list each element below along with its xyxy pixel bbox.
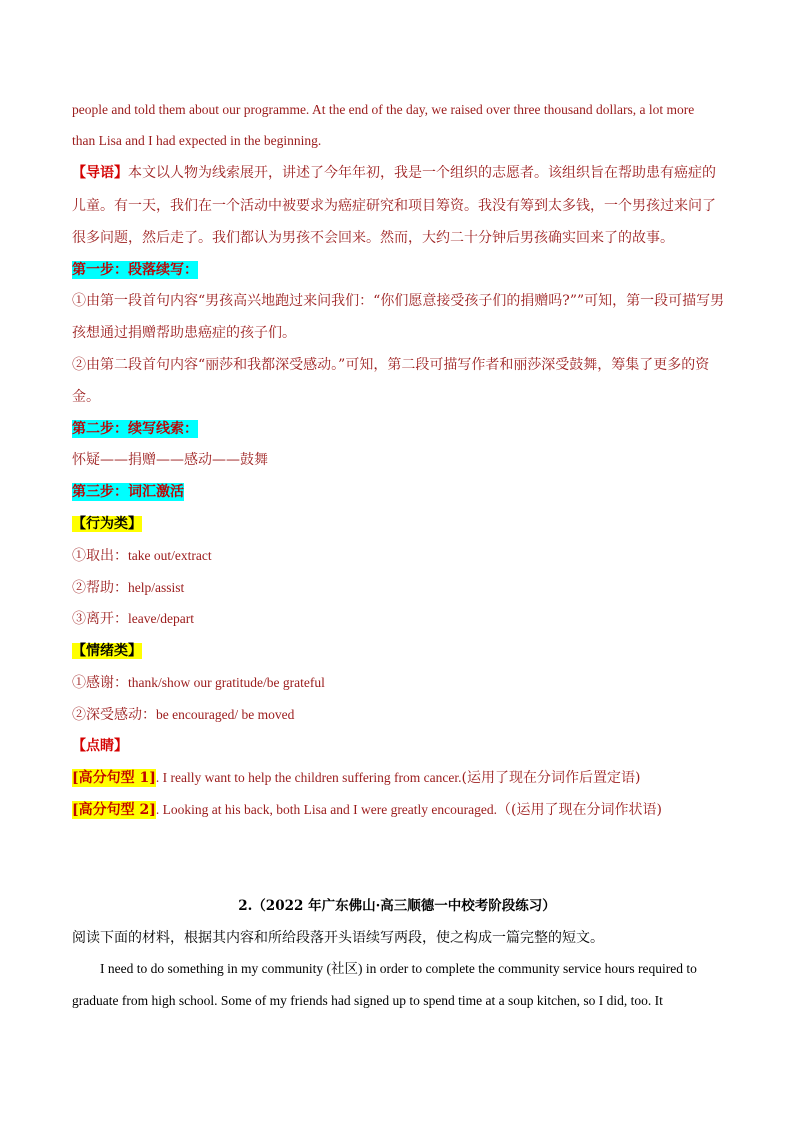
guide-label: 【导语】 <box>72 165 128 181</box>
guide-line: 【导语】本文以人物为线索展开，讲述了今年年初，我是一个组织的志愿者。该组织旨在帮助患有癌症的 <box>72 165 716 181</box>
passage-line: people and told them about our programme. At the end of the day, we raised over three thousand dollars, a lot more <box>72 102 695 117</box>
step3-heading: 第三步：词汇激活 <box>72 484 184 500</box>
step1-heading: 第一步：段落续写： <box>72 262 198 278</box>
guide-line: 儿童。有一天，我们在一个活动中被要求为癌症研究和项目筹资。我没有筹到太多钱，一个男孩过来问了 <box>72 198 716 214</box>
sentence-tag: [高分句型 1] <box>72 770 156 786</box>
vocab-item: ①感谢：thank/show our gratitude/be grateful <box>72 675 325 691</box>
step1-paragraph: ②由第二段首句内容“丽莎和我都深受感动。”可知，第二段可描写作者和丽莎深受鼓舞，筹集了更多的资 <box>72 357 710 373</box>
vocab-item: ①取出：take out/extract <box>72 548 212 564</box>
key-sentence: [高分句型 1]. I really want to help the children suffering from cancer.(运用了现在分词作后置定语) <box>72 770 641 786</box>
step2-clues: 怀疑——捐赠——感动——鼓舞 <box>72 452 268 468</box>
step1-paragraph: 孩想通过捐赠帮助患癌症的孩子们。 <box>72 325 296 341</box>
passage-line: I need to do something in my community (社区) in order to complete the community service hours required to <box>100 961 697 976</box>
key-sentence: [高分句型 2]. Looking at his back, both Lisa and I were greatly encouraged.（(运用了现在分词作状语) <box>72 802 662 818</box>
vocab-item: ②深受感动：be encouraged/ be moved <box>72 707 295 723</box>
highlight-label: 【点睛】 <box>72 738 128 754</box>
behavior-label: 【行为类】 <box>72 516 142 532</box>
vocab-item: ③离开：leave/depart <box>72 611 194 627</box>
question-instruction: 阅读下面的材料，根据其内容和所给段落开头语续写两段，使之构成一篇完整的短文。 <box>72 930 604 946</box>
passage-line: than Lisa and I had expected in the beginning. <box>72 133 322 148</box>
step2-heading: 第二步：续写线索： <box>72 421 198 437</box>
vocab-item: ②帮助：help/assist <box>72 580 185 596</box>
sentence-tag: [高分句型 2] <box>72 802 156 818</box>
question-heading: 2.（2022 年广东佛山·高三顺德一中校考阶段练习） <box>238 898 556 914</box>
passage-line: graduate from high school. Some of my friends had signed up to spend time at a soup kitchen, so I did, too. It <box>72 993 663 1008</box>
step1-paragraph: 金。 <box>72 389 100 405</box>
step1-paragraph: ①由第一段首句内容“男孩高兴地跑过来问我们：“你们愿意接受孩子们的捐赠吗?””可知，第一段可描写男 <box>72 293 725 309</box>
guide-line: 很多问题，然后走了。我们都认为男孩不会回来。然而，大约二十分钟后男孩确实回来了的故事。 <box>72 230 674 246</box>
emotion-label: 【情绪类】 <box>72 643 142 659</box>
